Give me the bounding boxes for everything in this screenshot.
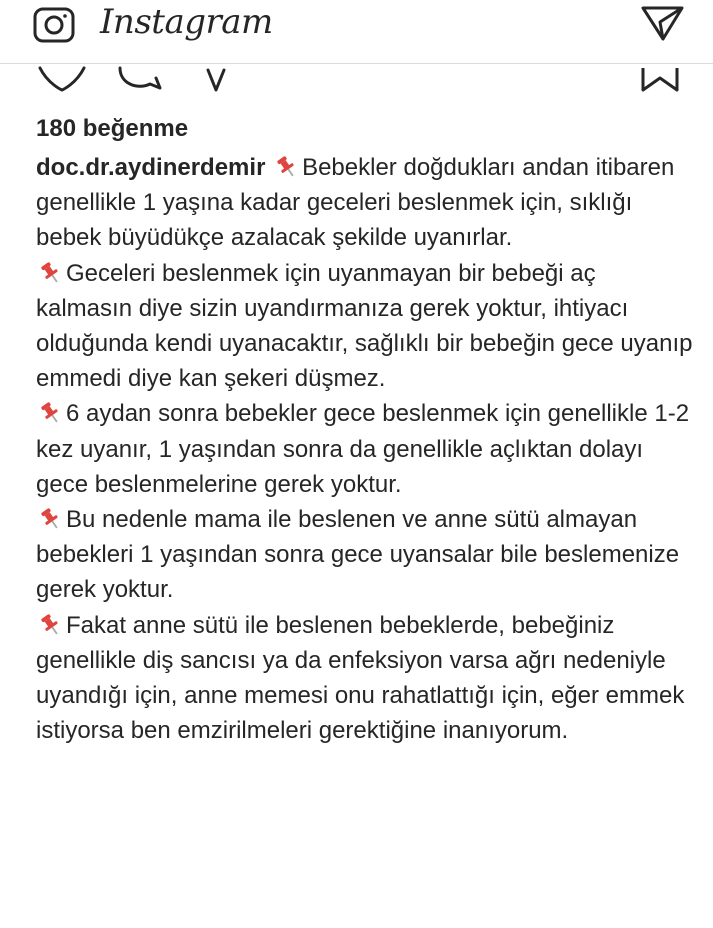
caption-paragraph	[36, 502, 696, 608]
pushpin-icon	[36, 400, 64, 424]
share-icon[interactable]	[202, 64, 242, 94]
caption-text: 6 aydan sonra bebekler gece beslenmek için genellikle 1-2 kez uyanır, 1 yaşından sonra da genellikle açlıktan dolayı gece beslenmelerine gerek yoktur.	[36, 400, 690, 498]
pushpin-icon	[36, 506, 64, 530]
caption-text: Bu nedenle mama ile beslenen ve anne sütü almayan bebekleri 1 yaşından sonra gece uyansalar bile beslemenize gerek yoktur.	[36, 506, 680, 604]
pushpin-icon	[36, 260, 64, 284]
caption-paragraph	[36, 396, 696, 502]
caption-text: Bebekler doğdukları andan itibaren genellikle 1 yaşına kadar geceleri beslenmek için, sıklığı bebek büyüdükçe azalacak şekilde uyanırlar.	[36, 154, 675, 252]
pushpin-icon	[36, 612, 64, 636]
post-actions-bar	[0, 64, 713, 94]
camera-icon[interactable]	[32, 4, 78, 44]
caption-text: Fakat anne sütü ile beslenen bebeklerde, bebeğiniz genellikle diş sancısı ya da enfeksiyon varsa ağrı nedeniyle uyandığı için, anne memesi onu rahatlattığı için, eğer emmek istiyorsa ben emzirilmeleri gerektiğine inanıyorum.	[36, 611, 685, 745]
instagram-logo: Instagram	[100, 2, 273, 42]
post-caption	[36, 150, 696, 748]
top-navigation-bar	[0, 0, 713, 64]
caption-paragraph	[36, 608, 696, 749]
comment-icon[interactable]	[114, 64, 168, 94]
direct-message-icon[interactable]	[640, 4, 686, 42]
caption-paragraph	[36, 150, 696, 256]
caption-paragraph	[36, 256, 696, 397]
caption-text: Geceleri beslenmek için uyanmayan bir bebeği aç kalmasın diye sizin uyandırmanıza gerek yoktur, ihtiyacı olduğunda kendi uyanacaktır, sağlıklı bir bebeğin gece uyanıp emmedi diye kan şekeri düşmez.	[36, 259, 693, 393]
heart-icon[interactable]	[36, 64, 90, 94]
bookmark-icon[interactable]	[638, 64, 684, 94]
username-link[interactable]: doc.dr.aydinerdemir	[36, 154, 266, 181]
pushpin-icon	[272, 154, 300, 178]
like-count[interactable]: 180 beğenme	[36, 115, 189, 142]
